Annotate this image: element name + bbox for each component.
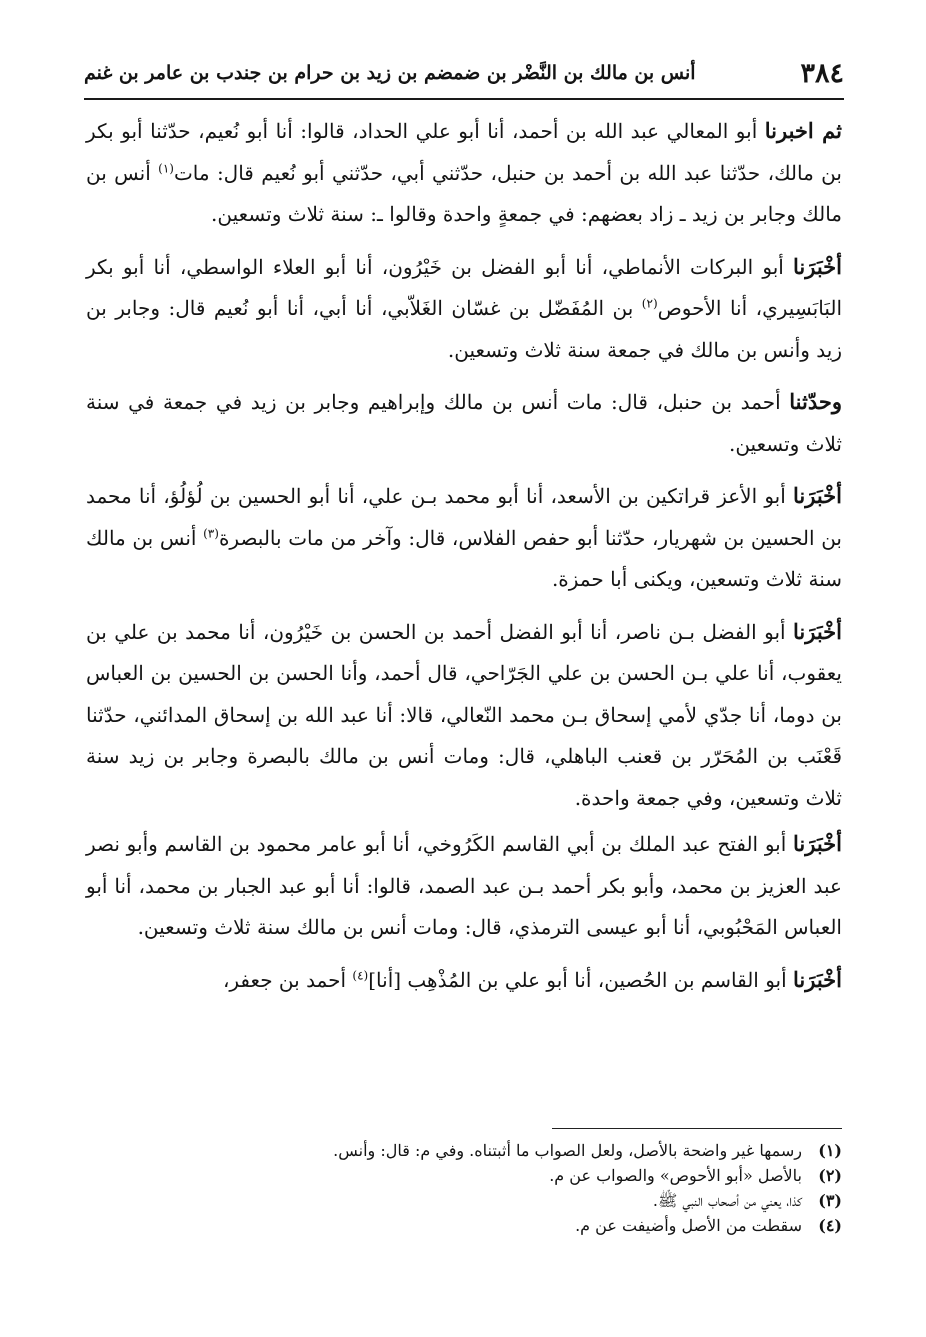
paragraph-text: أحمد بن حنبل، قال: مات أنس بن مالك وإبراهيم وجابر بن زيد في جمعة في سنة ثلاث وتسعين.	[86, 390, 842, 456]
paragraph	[86, 611, 842, 820]
paragraph	[86, 381, 842, 465]
footnote	[86, 1163, 842, 1188]
narration-lead: أخْبَرَنا	[793, 618, 842, 644]
paragraph-text: أبو الأعز قراتكين بن الأسعد، أنا أبو محمد بـن علي، أنا أبو الحسين بن لُؤلُؤ، أنا محمد بن الحسين بن شهريار، حدّثنا أبو حفص الفلاس، قال: وآخر من مات بالبصرة	[86, 484, 843, 550]
footnote	[86, 1188, 842, 1213]
paragraph	[86, 246, 842, 372]
paragraph	[86, 110, 842, 236]
footnote-number: (٢)	[818, 1166, 842, 1185]
footnote	[86, 1213, 842, 1238]
paragraph-text: أبو البركات الأنماطي، أنا أبو الفضل بن خَيْرُون، أنا أبو العلاء الواسطي، أنا أبو بكر البَابَسِيري، أنا الأحوص	[86, 254, 843, 320]
paragraph-text: أبو الفتح عبد الملك بن أبي القاسم الكَرُوخي، أنا أبو عامر محمود بن القاسم وأبو نصر عبد العزيز بن محمد، وأبو بكر أحمد بـن عبد الصمد، قالوا: أنا أبو عبد الجبار بن محمد، أنا أبو العباس المَحْبُوبي، أنا أبو عيسى الترمذي، قال: ومات أنس بن مالك سنة ثلاث وتسعين.	[86, 832, 842, 939]
paragraph-text: أبو المعالي عبد الله بن أحمد، أنا أبو علي الحداد، قالوا: أنا أبو نُعيم، حدّثنا أبو بكر بن مالك، حدّثنا عبد الله بن أحمد بن حنبل، حدّثني أبي، حدّثني أبو نُعيم قال: مات	[86, 119, 842, 185]
narration-lead: أخْبَرَنا	[793, 966, 842, 992]
paragraph-text: أحمد بن جعفر،	[222, 967, 353, 992]
footnote-number: (٤)	[818, 1216, 842, 1235]
footnotes	[86, 1138, 842, 1238]
footnote	[86, 1138, 842, 1163]
footnote-ref: (٢)	[641, 296, 658, 311]
paragraph-text: أنس بن مالك وجابر بن زيد ـ زاد بعضهم: في جمعةٍ واحدة وقالوا ـ: سنة ثلاث وتسعين.	[86, 160, 842, 226]
page-header	[84, 52, 844, 100]
footnote-text: كذا، يعني من أصحاب النبي ﷺ.	[652, 1191, 802, 1210]
paragraph	[86, 959, 842, 1002]
running-title: أنس بن مالك بن النَّضْر بن ضمضم بن زيد بن حرام بن جندب بن عامر بن غنم	[84, 62, 696, 84]
paragraph	[86, 475, 842, 601]
narration-lead: أخْبَرَنا	[793, 483, 842, 508]
paragraph-text: بن المُفَضّل بن غسّان الغَلاّبي، أنا أبي، أنا أبو نُعيم قال: وجابر بن زيد وأنس بن مالك في جمعة سنة ثلاث وتسعين.	[86, 296, 842, 362]
footnote-ref: (٣)	[203, 525, 219, 540]
footnote-text: رسمها غير واضحة بالأصل، ولعل الصواب ما أثبتناه. وفي م: قال: وأنس.	[333, 1141, 802, 1160]
footnote-text: سقطت من الأصل وأضيفت عن م.	[575, 1216, 802, 1235]
narration-lead: ثم اخبرنا	[764, 118, 842, 143]
narration-lead: وحدّثنا	[789, 389, 842, 414]
footnote-number: (١)	[818, 1141, 842, 1160]
narration-lead: أخْبَرَنا	[793, 253, 842, 279]
paragraph	[86, 823, 842, 949]
footnote-text: بالأصل «أبو الأحوص» والصواب عن م.	[549, 1166, 802, 1185]
footnote-ref: (١)	[158, 160, 174, 175]
footnote-divider	[552, 1128, 842, 1129]
main-text	[86, 110, 842, 1011]
footnote-ref: (٤)	[352, 967, 369, 982]
paragraph-text: أبو القاسم بن الحُصين، أنا أبو علي بن المُذْهِب [أنا]	[368, 967, 794, 992]
footnote-number: (٣)	[818, 1191, 842, 1210]
paragraph-text: أبو الفضل بـن ناصر، أنا أبو الفضل أحمد بن الحسن بن خَيْرُون، أنا محمد بن علي بن يعقوب، أنا علي بـن الحسن بن علي الجَرّاحي، قال أحمد، وأنا الحسن بن الحسين بن العباس بن دوما، أنا جدّي لأمي إسحاق بـن محمد النّعالي، قالا: أنا عبد الله بن إسحاق المدائني، حدّثنا قَعْنَب بن المُحَرّر بن قعنب الباهلي، قال: ومات أنس بن مالك بالبصرة وجابر بن زيد سنة ثلاث وتسعين، وفي جمعة واحدة.	[86, 619, 843, 810]
paragraph-text: أنس بن مالك سنة ثلاث وتسعين، ويكنى أبا حمزة.	[86, 525, 842, 591]
page-number: ٣٨٤	[800, 58, 844, 89]
narration-lead: أخْبَرَنا	[793, 831, 842, 856]
